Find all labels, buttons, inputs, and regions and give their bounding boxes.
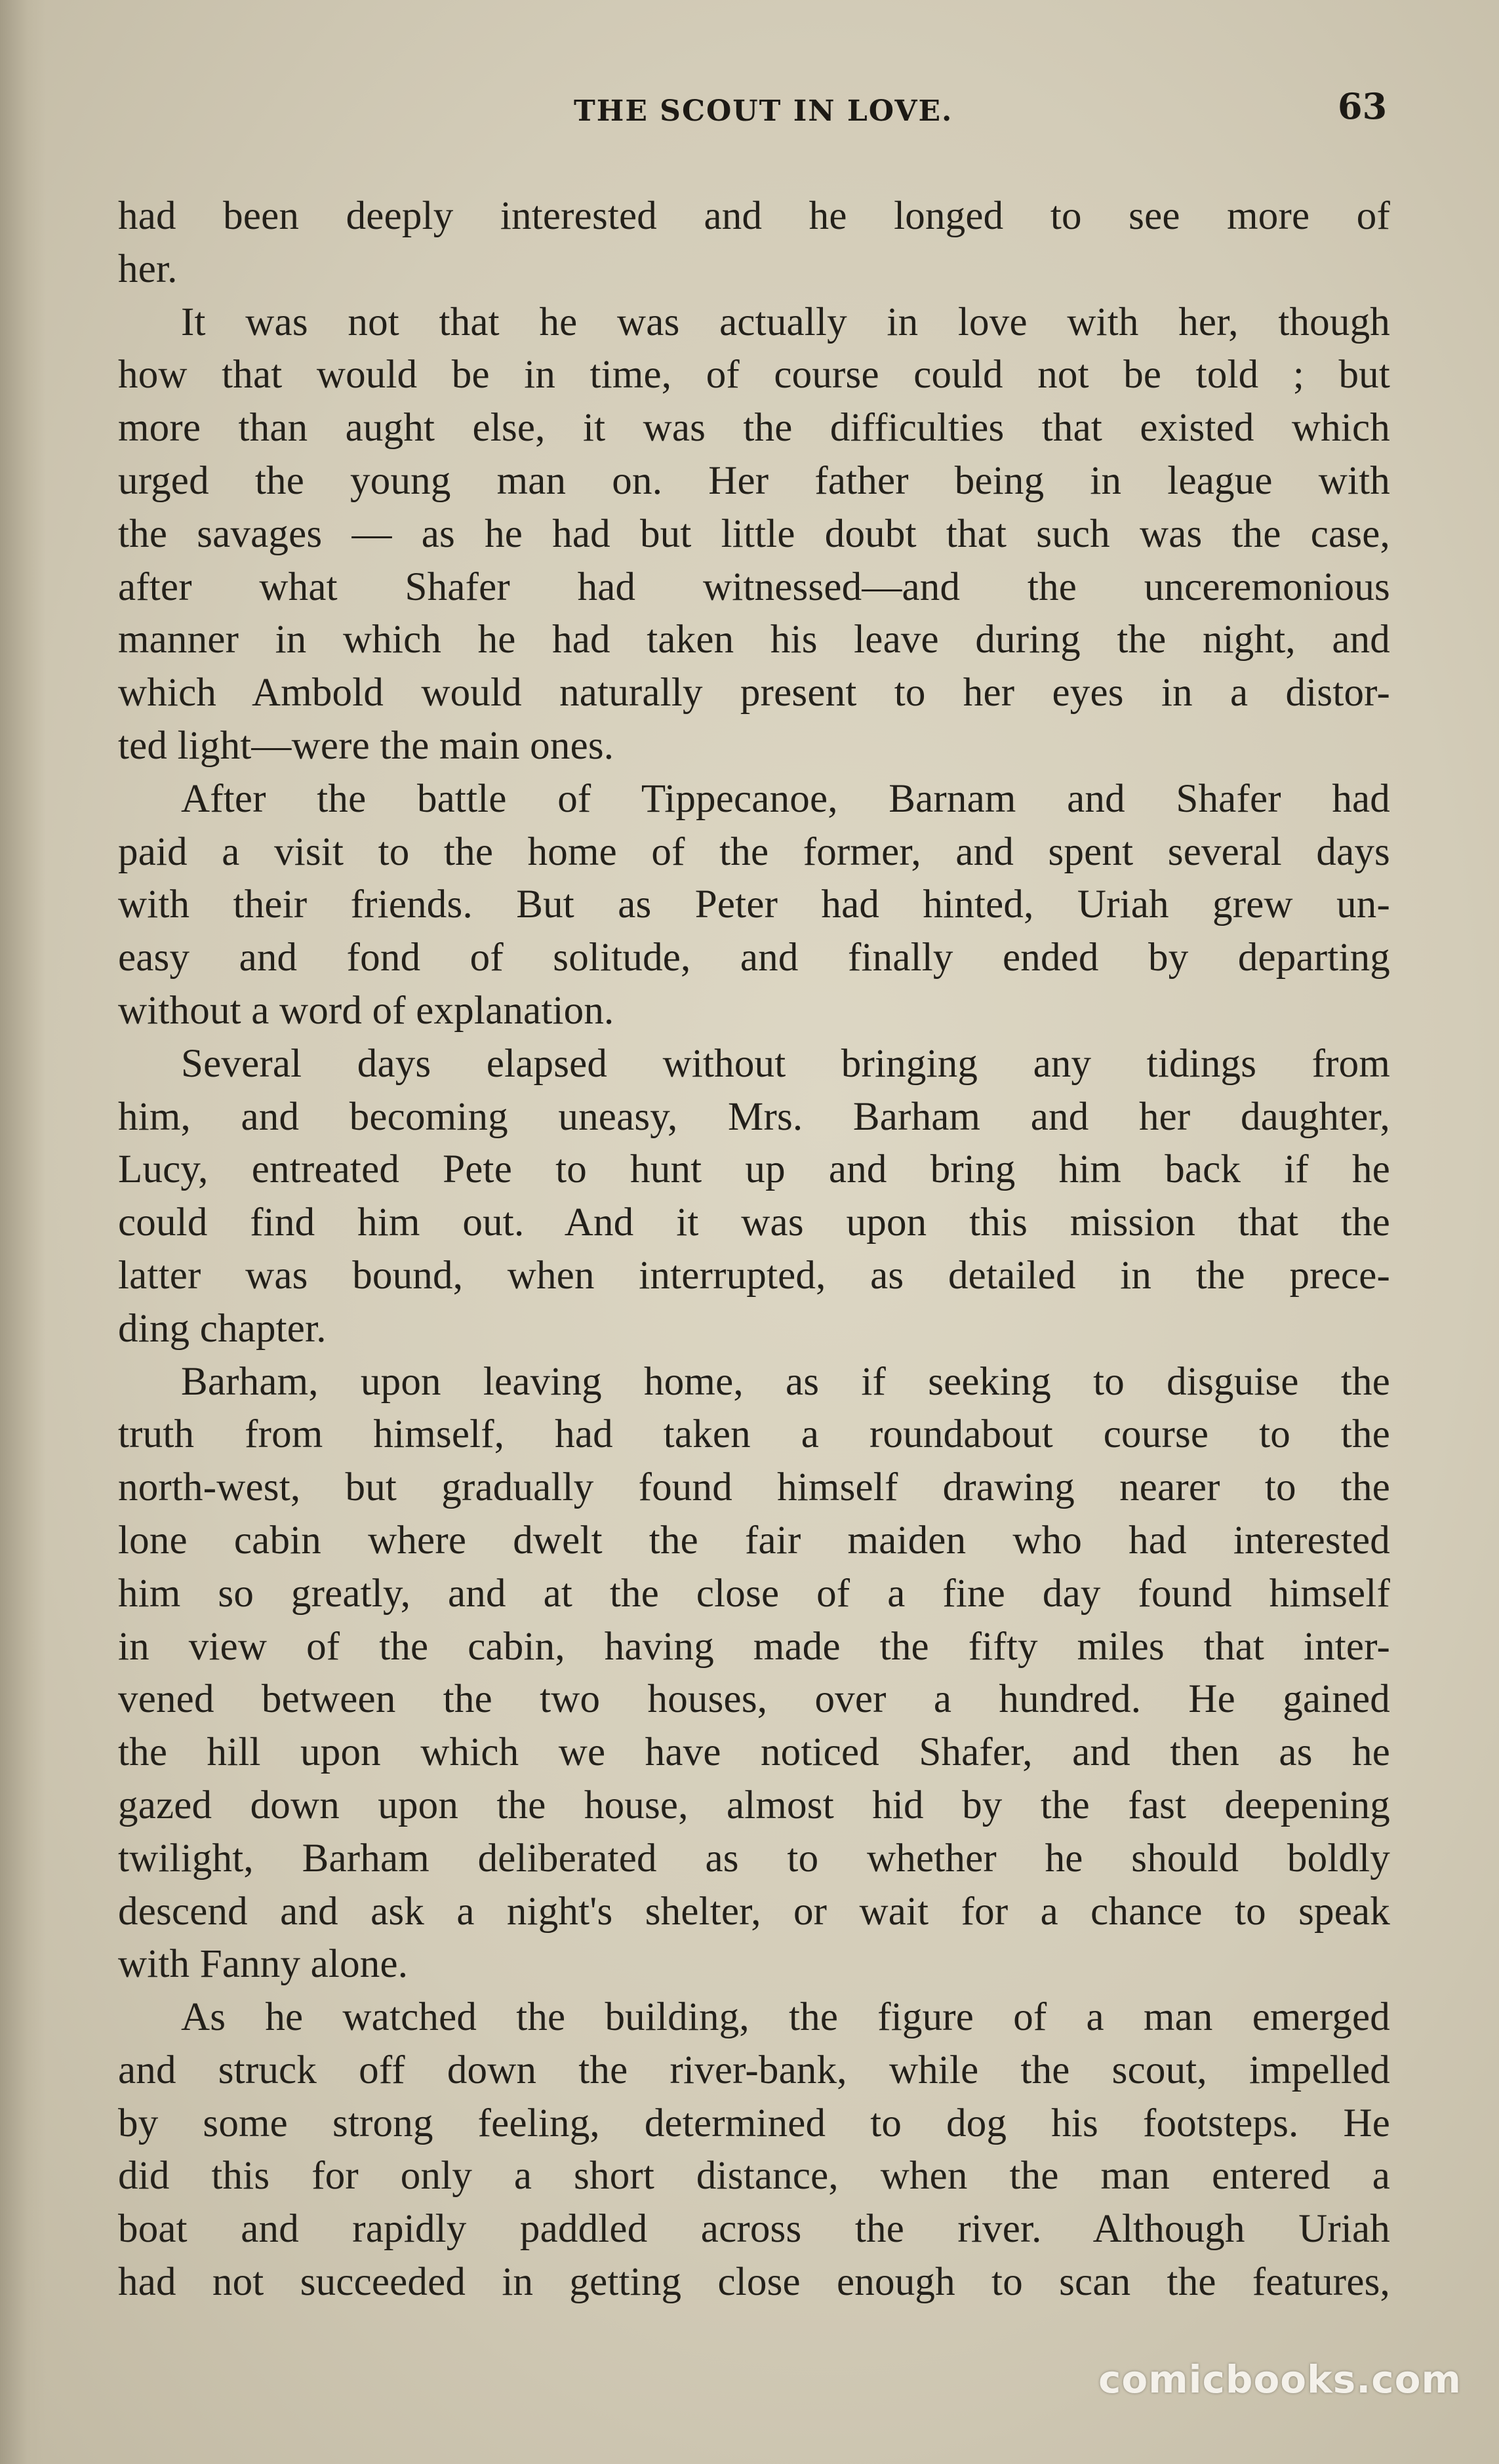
text-line: easy and fond of solitude, and finally ended by departing <box>118 936 1390 980</box>
text-line: had not succeeded in getting close enough to scan the features, <box>118 2260 1390 2305</box>
text-line: It was not that he was actually in love with her, though <box>181 300 1390 344</box>
text-line: twilight, Barham deliberated as to whether he should boldly <box>118 1836 1390 1880</box>
text-line: Barham, upon leaving home, as if seeking to disguise the <box>181 1359 1390 1404</box>
running-head: THE SCOUT IN LOVE. <box>574 94 953 128</box>
text-line: the savages — as he had but little doubt that such was the case, <box>118 511 1390 556</box>
text-line: ding chapter. <box>118 1306 327 1351</box>
text-line: in view of the cabin, having made the fifty miles that inter- <box>118 1624 1390 1669</box>
text-line: truth from himself, had taken a roundabout course to the <box>118 1412 1390 1457</box>
site-watermark: comicbooks.com <box>1098 2357 1462 2402</box>
text-line: ted light—were the main ones. <box>118 723 614 768</box>
text-line: with Fanny alone. <box>118 1942 409 1987</box>
text-line: boat and rapidly paddled across the river. Although Uriah <box>118 2207 1390 2252</box>
text-line: without a word of explanation. <box>118 988 614 1033</box>
text-line: manner in which he had taken his leave during the night, and <box>118 618 1390 662</box>
text-line: by some strong feeling, determined to dog his footsteps. He <box>118 2101 1390 2145</box>
text-line: more than aught else, it was the difficulties that existed which <box>118 406 1390 450</box>
text-line: the hill upon which we have noticed Shafer, and then as he <box>118 1730 1390 1775</box>
text-line: did this for only a short distance, when the man entered a <box>118 2154 1390 2198</box>
text-line: and struck off down the river-bank, while the scout, impelled <box>118 2048 1390 2092</box>
page-header <box>0 85 1499 138</box>
text-line: urged the young man on. Her father being in league with <box>118 458 1390 503</box>
text-line: vened between the two houses, over a hundred. He gained <box>118 1677 1390 1722</box>
page-gutter-shadow <box>0 0 46 2464</box>
text-line: with their friends. But as Peter had hinted, Uriah grew un- <box>118 883 1390 927</box>
text-line: Lucy, entreated Pete to hunt up and bring him back if he <box>118 1147 1390 1192</box>
text-line: him so greatly, and at the close of a fine day found himself <box>118 1571 1390 1616</box>
text-line: lone cabin where dwelt the fair maiden who had interested <box>118 1518 1390 1562</box>
text-line: had been deeply interested and he longed to see more of <box>118 194 1390 238</box>
text-line: which Ambold would naturally present to her eyes in a distor- <box>118 671 1390 715</box>
text-line: how that would be in time, of course could not be told ; but <box>118 353 1390 397</box>
text-line: after what Shafer had witnessed—and the unceremonious <box>118 565 1390 609</box>
text-line: gazed down upon the house, almost hid by the fast deepening <box>118 1783 1390 1827</box>
text-line: north-west, but gradually found himself drawing nearer to the <box>118 1465 1390 1510</box>
text-line: As he watched the building, the figure of a man emerged <box>181 1995 1390 2040</box>
text-line: paid a visit to the home of the former, and spent several days <box>118 829 1390 874</box>
text-line: her. <box>118 247 178 291</box>
text-line: Several days elapsed without bringing any tidings from <box>181 1041 1390 1086</box>
text-line: latter was bound, when interrupted, as detailed in the prece- <box>118 1253 1390 1298</box>
text-line: descend and ask a night's shelter, or wait for a chance to speak <box>118 1889 1390 1934</box>
page-number: 63 <box>1338 85 1388 127</box>
text-line: After the battle of Tippecanoe, Barnam and Shafer had <box>181 776 1390 821</box>
text-line: could find him out. And it was upon this mission that the <box>118 1201 1390 1245</box>
text-line: him, and becoming uneasy, Mrs. Barham and her daughter, <box>118 1094 1390 1139</box>
body-text <box>118 190 1390 2309</box>
